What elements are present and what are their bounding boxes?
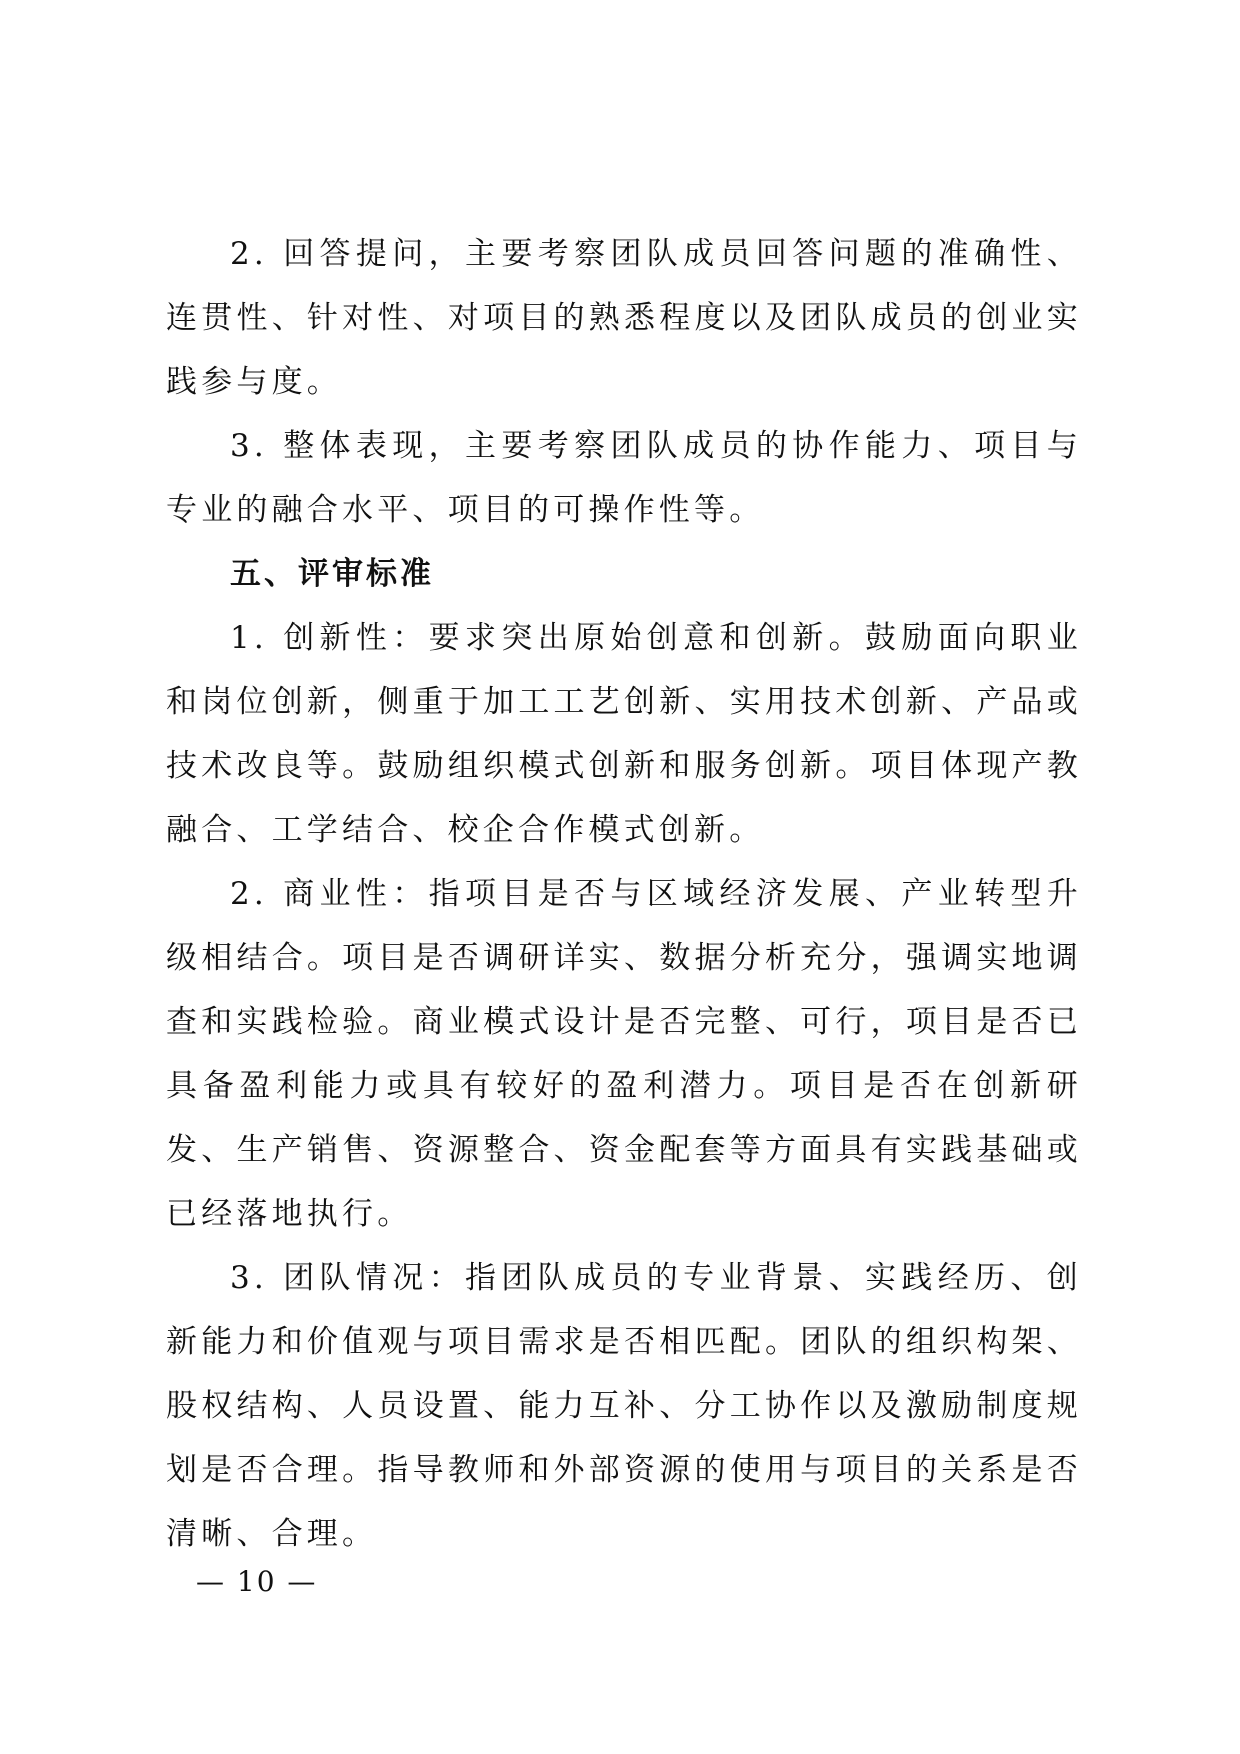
- paragraph-overall-performance: 3. 整体表现，主要考察团队成员的协作能力、项目与专业的融合水平、项目的可操作性等。: [166, 428, 1082, 528]
- document-body: [166, 222, 1082, 1566]
- paragraph-commerciality: 2. 商业性：指项目是否与区域经济发展、产业转型升级相结合。项目是否调研详实、数据分析充分，强调实地调查和实践检验。商业模式设计是否完整、可行，项目是否已具备盈利能力或具有较好的盈利潜力。项目是否在创新研发、生产销售、资源整合、资金配套等方面具有实践基础或已经落地执行。: [166, 876, 1082, 1232]
- page-number: — 10 —: [196, 1565, 318, 1598]
- paragraph-innovation: 1. 创新性：要求突出原始创意和创新。鼓励面向职业和岗位创新，侧重于加工工艺创新、实用技术创新、产品或技术改良等。鼓励组织模式创新和服务创新。项目体现产教融合、工学结合、校企合作模式创新。: [166, 620, 1082, 848]
- paragraph-team-situation: 3. 团队情况：指团队成员的专业背景、实践经历、创新能力和价值观与项目需求是否相匹配。团队的组织构架、股权结构、人员设置、能力互补、分工协作以及激励制度规划是否合理。指导教师和外部资源的使用与项目的关系是否清晰、合理。: [166, 1260, 1082, 1552]
- section-heading-review-criteria: 五、评审标准: [230, 556, 434, 592]
- paragraph-answer-questions: 2. 回答提问，主要考察团队成员回答问题的准确性、连贯性、针对性、对项目的熟悉程度以及团队成员的创业实践参与度。: [166, 236, 1082, 400]
